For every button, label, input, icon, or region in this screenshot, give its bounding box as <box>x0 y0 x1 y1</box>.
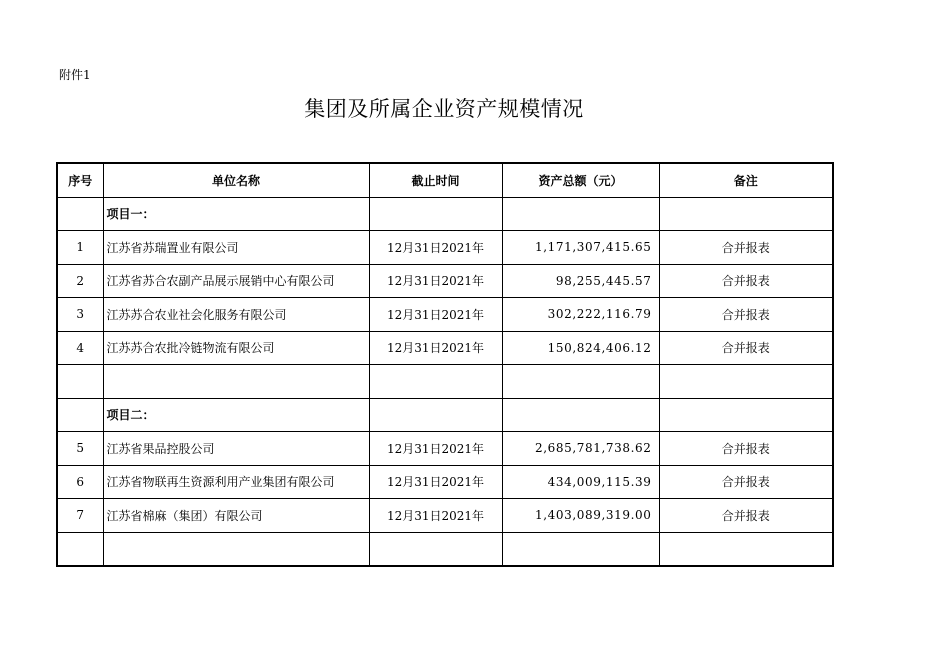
row-name: 江苏苏合农业社会化服务有限公司 <box>103 298 369 332</box>
row-amount: 98,255,445.57 <box>502 264 659 298</box>
header-remark: 备注 <box>659 163 833 197</box>
asset-table <box>56 162 834 567</box>
section-row <box>57 197 833 231</box>
row-amount: 434,009,115.39 <box>502 465 659 499</box>
row-no: 2 <box>57 264 103 298</box>
row-remark: 合并报表 <box>659 264 833 298</box>
section-label: 项目一： <box>103 197 369 231</box>
attachment-label: 附件1 <box>59 68 91 82</box>
table-row <box>57 331 833 365</box>
row-remark: 合并报表 <box>659 432 833 466</box>
header-date: 截止时间 <box>369 163 502 197</box>
row-no: 5 <box>57 432 103 466</box>
row-date: 12月31日2021年 <box>369 298 502 332</box>
row-date: 12月31日2021年 <box>369 499 502 533</box>
empty-row <box>57 365 833 399</box>
row-amount: 1,171,307,415.65 <box>502 231 659 265</box>
row-name: 江苏省物联再生资源利用产业集团有限公司 <box>103 465 369 499</box>
row-name: 江苏省棉麻（集团）有限公司 <box>103 499 369 533</box>
header-total-assets: 资产总额（元） <box>502 163 659 197</box>
empty-row <box>57 532 833 566</box>
header-no: 序号 <box>57 163 103 197</box>
row-remark: 合并报表 <box>659 499 833 533</box>
row-name: 江苏省苏合农副产品展示展销中心有限公司 <box>103 264 369 298</box>
row-name: 江苏省果品控股公司 <box>103 432 369 466</box>
table-header-row <box>57 163 833 197</box>
row-amount: 2,685,781,738.62 <box>502 432 659 466</box>
row-no: 4 <box>57 331 103 365</box>
table-row <box>57 264 833 298</box>
table-row <box>57 465 833 499</box>
row-no: 6 <box>57 465 103 499</box>
row-remark: 合并报表 <box>659 298 833 332</box>
row-remark: 合并报表 <box>659 331 833 365</box>
row-name: 江苏苏合农批冷链物流有限公司 <box>103 331 369 365</box>
row-no: 1 <box>57 231 103 265</box>
row-remark: 合并报表 <box>659 231 833 265</box>
table-row <box>57 298 833 332</box>
row-no: 3 <box>57 298 103 332</box>
row-amount: 1,403,089,319.00 <box>502 499 659 533</box>
row-amount: 150,824,406.12 <box>502 331 659 365</box>
row-remark: 合并报表 <box>659 465 833 499</box>
row-date: 12月31日2021年 <box>369 264 502 298</box>
table-row <box>57 231 833 265</box>
section-row <box>57 398 833 432</box>
table-row <box>57 432 833 466</box>
row-date: 12月31日2021年 <box>369 465 502 499</box>
row-date: 12月31日2021年 <box>369 231 502 265</box>
row-date: 12月31日2021年 <box>369 331 502 365</box>
page-title: 集团及所属企业资产规模情况 <box>304 97 584 121</box>
row-amount: 302,222,116.79 <box>502 298 659 332</box>
section-label: 项目二： <box>103 398 369 432</box>
row-name: 江苏省苏瑞置业有限公司 <box>103 231 369 265</box>
header-name: 单位名称 <box>103 163 369 197</box>
table-row <box>57 499 833 533</box>
row-no: 7 <box>57 499 103 533</box>
row-date: 12月31日2021年 <box>369 432 502 466</box>
